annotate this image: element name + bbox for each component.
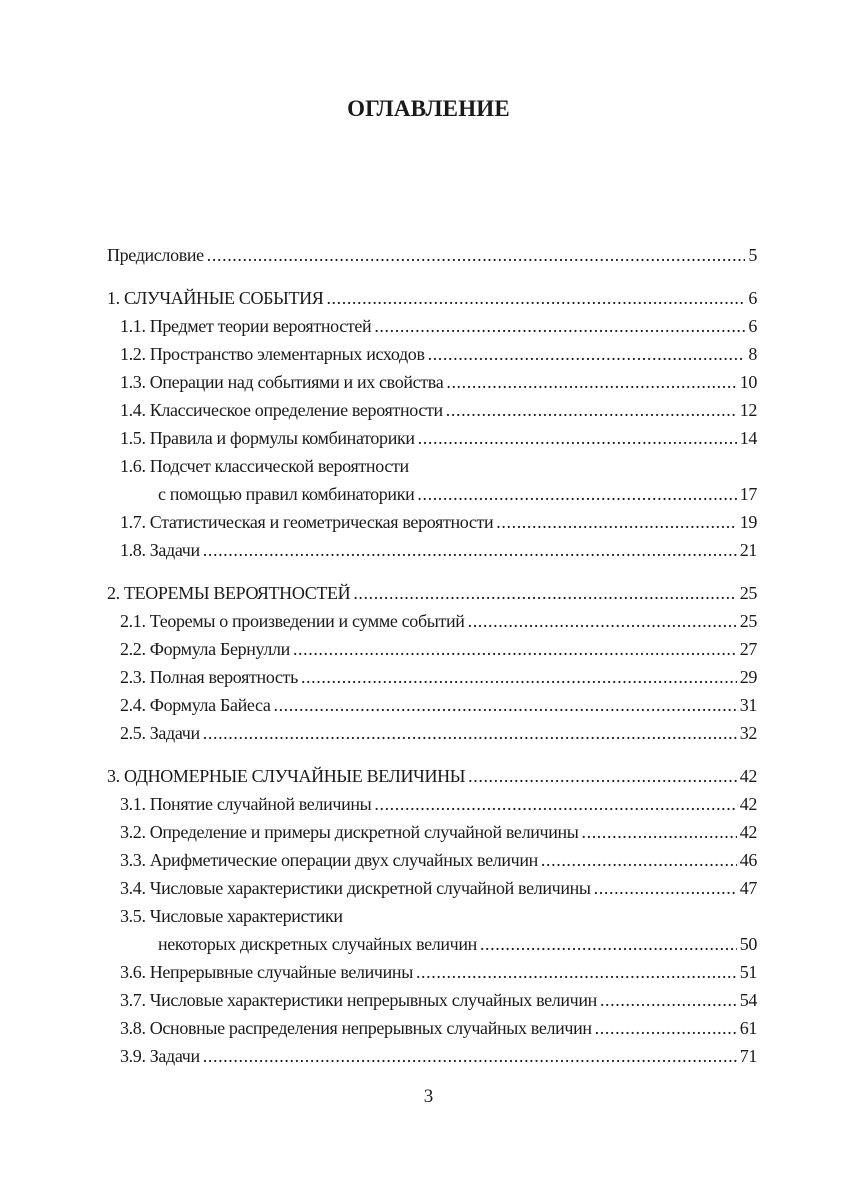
toc-entry[interactable]	[107, 241, 757, 269]
toc-entry[interactable]	[107, 579, 757, 607]
toc-entry-title: 2. ТЕОРЕМЫ ВЕРОЯТНОСТЕЙ	[107, 583, 351, 603]
toc-entry-page: 25	[739, 611, 757, 631]
toc-entry[interactable]	[107, 340, 757, 368]
toc-entry-title: 3.4. Числовые характеристики дискретной случайной величины	[120, 878, 591, 898]
toc-entry-page: 29	[739, 667, 757, 687]
toc-entry-title: 1.8. Задачи	[120, 540, 200, 560]
toc-entry-title: 3. ОДНОМЕРНЫЕ СЛУЧАЙНЫЕ ВЕЛИЧИНЫ	[107, 766, 466, 786]
toc-entry[interactable]	[107, 958, 757, 986]
toc-entry[interactable]	[107, 480, 757, 508]
toc-entry[interactable]	[107, 719, 757, 747]
dot-leader	[582, 818, 737, 846]
dot-leader	[418, 424, 737, 452]
toc-entry-title: 2.2. Формула Бернулли	[120, 639, 290, 659]
toc-entry-page: 6	[748, 288, 757, 308]
toc-entry[interactable]	[107, 818, 757, 846]
dot-leader	[353, 579, 736, 607]
dot-leader	[446, 368, 736, 396]
toc-entry[interactable]	[107, 663, 757, 691]
toc-entry[interactable]	[107, 762, 757, 790]
toc-entry-title: некоторых дискретных случайных величин	[158, 934, 477, 954]
toc-entry-page: 6	[748, 316, 757, 336]
toc-entry-title: 3.6. Непрерывные случайные величины	[120, 962, 413, 982]
toc-entry-page: 17	[739, 484, 757, 504]
toc-entry-page: 42	[739, 822, 757, 842]
dot-leader	[417, 480, 736, 508]
dot-leader	[594, 874, 737, 902]
toc-entry-title: Предисловие	[107, 245, 204, 265]
dot-leader	[468, 762, 737, 790]
toc-entry-title: 1.6. Подсчет классической вероятности	[120, 456, 409, 476]
toc-entry[interactable]	[107, 635, 757, 663]
dot-leader	[374, 790, 736, 818]
dot-leader	[203, 719, 737, 747]
toc-entry[interactable]	[107, 312, 757, 340]
page-number: 3	[423, 1086, 434, 1107]
toc-entry-page: 31	[739, 695, 757, 715]
dot-leader	[480, 930, 737, 958]
dot-leader	[207, 241, 746, 269]
toc-entry-title: 3.1. Понятие случайной величины	[120, 794, 372, 814]
toc-entry-title: 1.4. Классическое определение вероятности	[120, 400, 443, 420]
toc-entry-title: 1.2. Пространство элементарных исходов	[120, 344, 425, 364]
toc-entry-page: 21	[739, 540, 757, 560]
toc-entry[interactable]	[107, 691, 757, 719]
toc-entry[interactable]	[107, 986, 757, 1014]
toc-entry[interactable]	[107, 284, 757, 312]
toc-entry[interactable]	[107, 396, 757, 424]
toc-entry-page: 54	[739, 990, 757, 1010]
dot-leader	[374, 312, 745, 340]
dot-leader	[428, 340, 746, 368]
toc-entry-page: 42	[739, 766, 757, 786]
toc-entry-title: 1. СЛУЧАЙНЫЕ СОБЫТИЯ	[107, 288, 324, 308]
toc-entry-page: 42	[739, 794, 757, 814]
table-of-contents	[107, 241, 757, 1070]
toc-entry-page: 25	[739, 583, 757, 603]
dot-leader	[273, 691, 736, 719]
dot-leader	[496, 508, 736, 536]
dot-leader	[446, 396, 737, 424]
toc-entry[interactable]	[107, 1042, 757, 1070]
toc-entry-title: 3.8. Основные распределения непрерывных случайных величин	[120, 1018, 592, 1038]
dot-leader	[600, 986, 737, 1014]
toc-entry[interactable]	[107, 846, 757, 874]
toc-entry-title: 2.1. Теоремы о произведении и сумме событий	[120, 611, 465, 631]
toc-entry-page: 71	[739, 1046, 757, 1066]
page-title: ОГЛАВЛЕНИЕ	[347, 96, 510, 121]
dot-leader	[326, 284, 745, 312]
dot-leader	[203, 1042, 737, 1070]
toc-entry-page: 8	[748, 344, 757, 364]
toc-entry-page: 46	[739, 850, 757, 870]
dot-leader	[468, 607, 737, 635]
toc-entry-page: 61	[739, 1018, 757, 1038]
toc-entry[interactable]	[107, 452, 757, 480]
toc-entry[interactable]	[107, 1014, 757, 1042]
toc-entry-page: 47	[739, 878, 757, 898]
toc-entry-title: 3.2. Определение и примеры дискретной случайной величины	[120, 822, 579, 842]
toc-entry-title: 1.7. Статистическая и геометрическая вероятности	[120, 512, 494, 532]
dot-leader	[416, 958, 737, 986]
toc-entry-page: 14	[739, 428, 757, 448]
dot-leader	[595, 1014, 737, 1042]
toc-entry-title: с помощью правил комбинаторики	[158, 484, 415, 504]
toc-entry-title: 2.3. Полная вероятность	[120, 667, 298, 687]
toc-entry-page: 5	[748, 245, 757, 265]
dot-leader	[541, 846, 737, 874]
toc-entry[interactable]	[107, 874, 757, 902]
toc-entry-page: 10	[739, 372, 757, 392]
toc-entry-title: 3.9. Задачи	[120, 1046, 200, 1066]
toc-entry[interactable]	[107, 508, 757, 536]
toc-entry-title: 3.5. Числовые характеристики	[120, 906, 343, 926]
toc-entry[interactable]	[107, 424, 757, 452]
toc-entry[interactable]	[107, 368, 757, 396]
toc-entry-page: 12	[739, 400, 757, 420]
toc-entry-page: 19	[739, 512, 757, 532]
toc-entry[interactable]	[107, 902, 757, 930]
toc-entry[interactable]	[107, 930, 757, 958]
toc-entry-title: 3.3. Арифметические операции двух случайных величин	[120, 850, 538, 870]
toc-entry-page: 51	[739, 962, 757, 982]
toc-entry[interactable]	[107, 607, 757, 635]
toc-entry-page: 27	[739, 639, 757, 659]
toc-entry-page: 32	[739, 723, 757, 743]
toc-entry-title: 1.1. Предмет теории вероятностей	[120, 316, 372, 336]
toc-entry-page: 50	[739, 934, 757, 954]
toc-entry-title: 2.5. Задачи	[120, 723, 200, 743]
dot-leader	[293, 635, 737, 663]
toc-entry[interactable]	[107, 790, 757, 818]
toc-entry-title: 3.7. Числовые характеристики непрерывных случайных величин	[120, 990, 597, 1010]
toc-entry-title: 2.4. Формула Байеса	[120, 695, 271, 715]
dot-leader	[301, 663, 737, 691]
toc-entry[interactable]	[107, 536, 757, 564]
toc-entry-title: 1.5. Правила и формулы комбинаторики	[120, 428, 415, 448]
dot-leader	[203, 536, 737, 564]
toc-entry-title: 1.3. Операции над событиями и их свойства	[120, 372, 444, 392]
